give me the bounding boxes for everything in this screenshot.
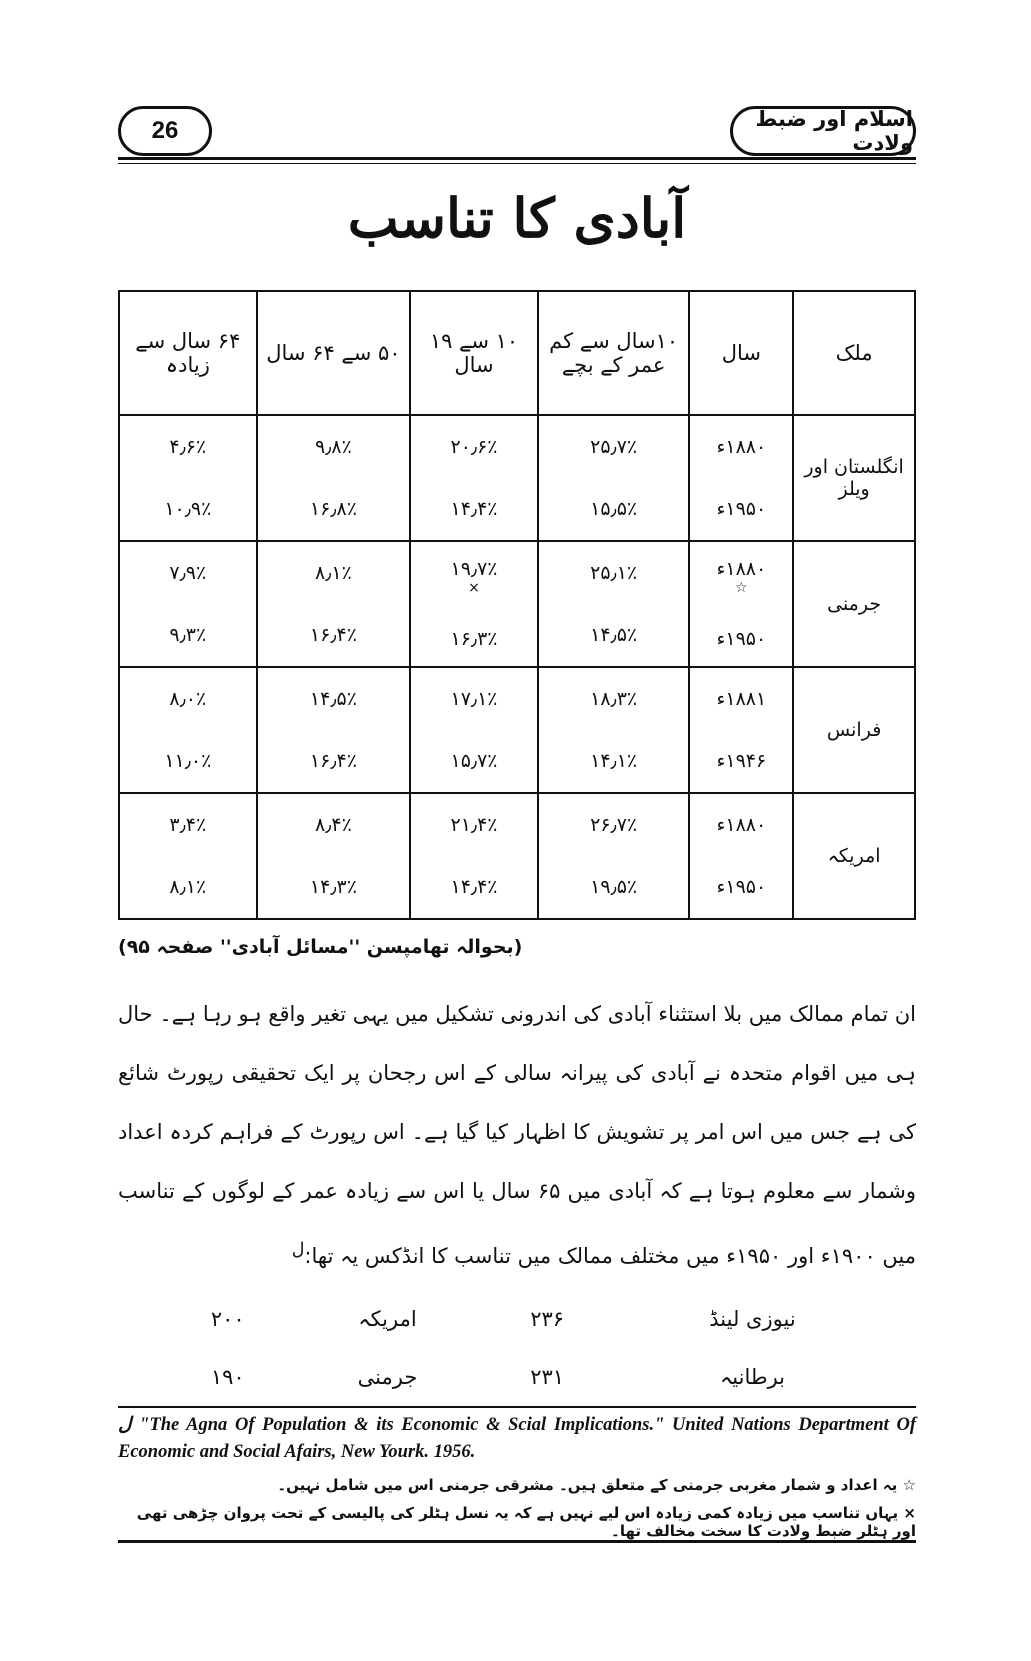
- index-country: امریکہ: [358, 1307, 417, 1331]
- value: ۴٫۶٪: [169, 436, 207, 458]
- book-title: اسلام اور ضبط ولادت: [755, 107, 913, 155]
- table-row: [119, 793, 915, 919]
- index-table: [170, 1290, 900, 1406]
- over64-cell: [119, 541, 257, 667]
- table-header-row: [119, 291, 915, 415]
- country-name: جرمنی: [827, 593, 882, 615]
- over64-cell: [119, 667, 257, 793]
- header-country: ملک: [793, 291, 915, 415]
- year-value: ۱۹۵۰ء: [716, 498, 767, 520]
- value: ۸٫۱٪: [169, 876, 207, 898]
- cross-mark: ×: [468, 580, 480, 596]
- footnote-text: "The Agna Of Population & its Economic & Scial Implications." United Nations Department Of Economic and Social Afairs, New Yourk. 1956.: [118, 1415, 916, 1462]
- value: ۸٫۴٪: [315, 814, 352, 836]
- country-name: فرانس: [826, 719, 882, 741]
- value: ۸٫۱٪: [315, 562, 352, 584]
- year-value: ۱۹۴۶ء: [716, 750, 767, 772]
- footnote-star: [118, 1476, 916, 1494]
- index-country: جرمنی: [357, 1365, 418, 1389]
- value: ۱۶٫۸٪: [309, 498, 357, 520]
- table-row: [119, 541, 915, 667]
- age50-64-cell: [257, 793, 411, 919]
- age50-64-cell: [257, 415, 411, 541]
- under10-cell: [538, 415, 690, 541]
- index-value: ۱۹۰: [210, 1365, 245, 1389]
- value: ۳٫۴٪: [169, 814, 207, 836]
- over64-cell: [119, 415, 257, 541]
- cross-mark: ×: [903, 1504, 916, 1522]
- value: ۹٫۸٪: [315, 436, 352, 458]
- index-row: [170, 1290, 900, 1348]
- year-value: ۱۸۸۰ء: [716, 558, 767, 580]
- footnote-english: [118, 1412, 916, 1466]
- value: ۱۴٫۱٪: [590, 750, 638, 772]
- age50-64-cell: [257, 667, 411, 793]
- value: ۲۶٫۷٪: [590, 814, 638, 836]
- index-country: نیوزی لینڈ: [709, 1307, 796, 1331]
- country-cell: [793, 793, 915, 919]
- value: ۱۹٫۷٪: [450, 558, 498, 580]
- footnote-cross: [118, 1504, 916, 1540]
- footer-rule: [118, 1540, 916, 1543]
- header-age10-19: ۱۰ سے ۱۹ سال: [410, 291, 538, 415]
- value: ۱۴٫۵٪: [590, 624, 638, 646]
- value: ۱۱٫۰٪: [164, 750, 212, 772]
- value: ۱۰٫۹٪: [164, 498, 212, 520]
- value: ۱۹٫۵٪: [590, 876, 638, 898]
- year-cell: [689, 415, 793, 541]
- table-row: [119, 667, 915, 793]
- footnote-ref-mark: ل: [291, 1240, 305, 1260]
- value: ۱۴٫۳٪: [309, 876, 357, 898]
- index-value: ۲۳۶: [530, 1307, 565, 1331]
- header-year: سال: [689, 291, 793, 415]
- value: ۲۵٫۷٪: [590, 436, 638, 458]
- value: ۲۵٫۱٪: [590, 562, 638, 584]
- book-title-badge: [730, 106, 916, 156]
- year-value: ۱۹۵۰ء: [716, 628, 767, 650]
- value: ۱۵٫۵٪: [590, 498, 638, 520]
- year-value: ۱۸۸۱ء: [716, 688, 767, 710]
- year-value: ۱۸۸۰ء: [716, 436, 767, 458]
- age10-19-cell: [410, 541, 538, 667]
- value: ۲۰٫۶٪: [450, 436, 498, 458]
- under10-cell: [538, 793, 690, 919]
- value: ۱۴٫۵٪: [309, 688, 357, 710]
- year-cell: [689, 793, 793, 919]
- value: ۱۴٫۴٪: [450, 498, 498, 520]
- country-cell: [793, 415, 915, 541]
- star-mark: ☆: [902, 1476, 916, 1494]
- header-under10: ۱۰سال سے کم عمر کے بچے: [538, 291, 690, 415]
- footnote-mark: ل: [118, 1415, 132, 1435]
- value: ۸٫۰٪: [169, 688, 207, 710]
- year-cell: [689, 667, 793, 793]
- year-value: ۱۹۵۰ء: [716, 876, 767, 898]
- age10-19-cell: [410, 793, 538, 919]
- value: ۹٫۳٪: [169, 624, 207, 646]
- index-country: برطانیہ: [719, 1365, 785, 1389]
- age10-19-cell: [410, 667, 538, 793]
- country-name: انگلستان اور ویلز: [804, 456, 904, 500]
- footnote-text: یہاں تناسب میں زیادہ کمی زیادہ اس لیے نہیں ہے کہ یہ نسل ہٹلر کی پالیسی کے تحت پروان چڑھی تھی اور ہٹلر ضبط ولادت کا سخت مخالف تھا۔: [136, 1504, 916, 1540]
- over64-cell: [119, 793, 257, 919]
- page-number: 26: [151, 117, 179, 144]
- index-row: [170, 1348, 900, 1406]
- paragraph-text: ان تمام ممالک میں بلا استثناء آبادی کی اندرونی تشکیل میں یہی تغیر واقع ہو رہا ہے۔ حال ہی میں اقوام متحدہ نے آبادی کی پیرانہ سالی کے اس رجحان پر ایک تحقیقی رپورٹ شائع کی ہے جس میں اس امر پر تشویش کا اظہار کیا گیا ہے۔ اس رپورٹ کے فراہم کردہ اعداد وشمار سے معلوم ہوتا ہے کہ آبادی میں ۶۵ سال یا اس سے زیادہ عمر کے لوگوں کے تناسب میں ۱۹۰۰ء اور ۱۹۵۰ء میں مختلف ممالک میں تناسب کا انڈکس یہ تھا:: [118, 1002, 916, 1268]
- header-rule: [118, 157, 916, 160]
- value: ۱۵٫۷٪: [450, 750, 498, 772]
- footnote-text: یہ اعداد و شمار مغربی جرمنی کے متعلق ہیں۔ مشرقی جرمنی اس میں شامل نہیں۔: [277, 1476, 898, 1494]
- value: ۱۷٫۱٪: [450, 688, 498, 710]
- index-value: ۲۳۱: [530, 1365, 565, 1389]
- page-title: آبادی کا تناسب: [347, 186, 687, 250]
- footnote-rule: [118, 1406, 916, 1408]
- country-name: امریکہ: [827, 845, 881, 867]
- table-row: [119, 415, 915, 541]
- age50-64-cell: [257, 541, 411, 667]
- value: ۱۶٫۴٪: [309, 624, 357, 646]
- star-mark: ☆: [735, 580, 748, 596]
- population-table: [118, 290, 916, 920]
- body-paragraph: [118, 985, 916, 1286]
- under10-cell: [538, 541, 690, 667]
- header-age50-64: ۵۰ سے ۶۴ سال: [257, 291, 411, 415]
- year-value: ۱۸۸۰ء: [716, 814, 767, 836]
- country-cell: [793, 667, 915, 793]
- header-rule-thin: [118, 163, 916, 164]
- index-value: ۲۰۰: [210, 1307, 245, 1331]
- value: ۷٫۹٪: [169, 562, 207, 584]
- under10-cell: [538, 667, 690, 793]
- value: ۱۸٫۳٪: [590, 688, 638, 710]
- value: ۲۱٫۴٪: [450, 814, 498, 836]
- country-cell: [793, 541, 915, 667]
- year-cell: [689, 541, 793, 667]
- value: ۱۶٫۴٪: [309, 750, 357, 772]
- page-number-badge: [118, 106, 212, 156]
- age10-19-cell: [410, 415, 538, 541]
- table-reference: (بحوالہ تھامپسن ''مسائل آبادی'' صفحہ ۹۵): [118, 936, 523, 958]
- value: ۱۶٫۳٪: [450, 628, 498, 650]
- header-over64: ۶۴ سال سے زیادہ: [119, 291, 257, 415]
- value: ۱۴٫۴٪: [450, 876, 498, 898]
